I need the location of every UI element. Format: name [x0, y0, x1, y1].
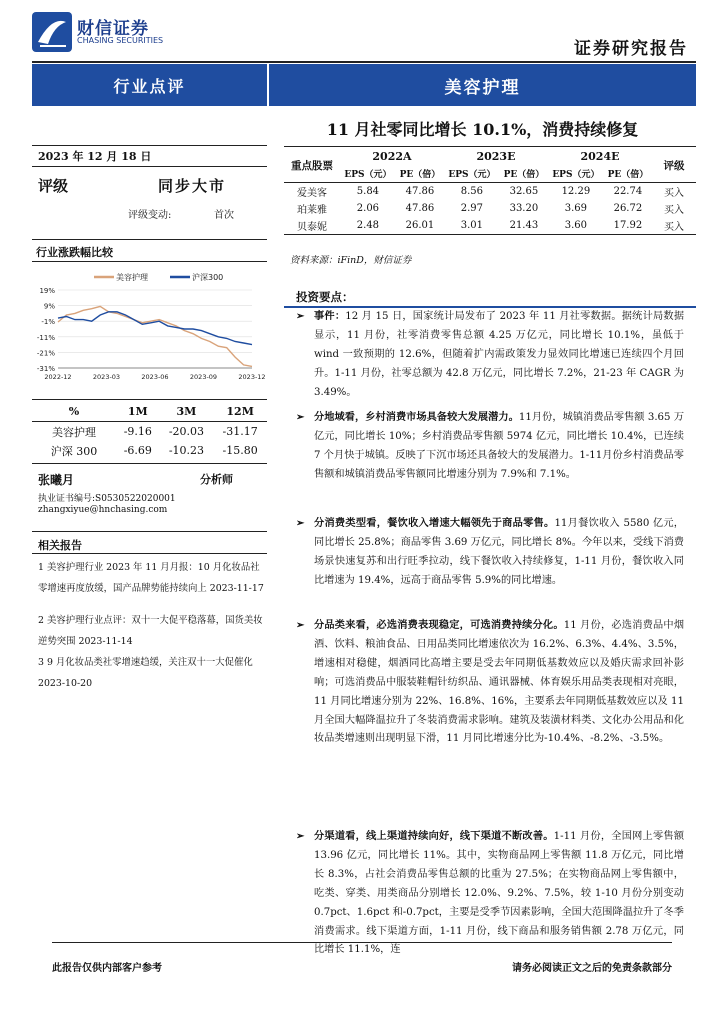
point-body: 12 月 15 日，国家统计局发布了 2023 年 11 月社零数据。据统计局数据显示，11 月份，社零消费零售总额 4.25 万亿元，同比增长 10.1%，虽低于 wind 一致预期的 12.6%，但随着扩内需政策发力显效同比增速已连续四个月回升。1-11 月份，社零总额为 42.8 万亿元，同比增长 7.2%，21-23 年 CAGR 为 3.49%。: [314, 311, 685, 398]
table-row: [284, 183, 696, 201]
report-type: 证券研究报告: [574, 39, 688, 59]
related-report-item[interactable]: 2 美容护理行业点评：双十一大促平稳落幕，国货美妆逆势突围 2023-11-14: [38, 615, 263, 647]
related-report-item[interactable]: 1 美容护理行业 2023 年 11 月月报：10 月化妆品社零增速再度放缓，国产品牌势能持续向上 2023-11-17: [38, 562, 264, 594]
investment-point: [314, 827, 684, 960]
perf-header: 1M: [127, 405, 148, 418]
perf-header: 3M: [176, 405, 197, 418]
perf-header: 12M: [226, 405, 254, 418]
stock-rating: 买入: [664, 188, 684, 199]
forecast-value: 47.86: [405, 186, 435, 197]
forecast-value: 26.72: [613, 203, 643, 214]
y-tick-label: -11%: [36, 333, 55, 342]
forecast-value: 32.65: [509, 186, 539, 197]
investment-point: [314, 408, 684, 485]
legend-label: 沪深300: [192, 273, 224, 282]
rating-label: 评级: [38, 177, 69, 195]
divider: [32, 399, 267, 400]
perf-value: -10.23: [168, 444, 205, 457]
sub-header: EPS（元）: [448, 170, 496, 180]
point-lead: 分地域看，乡村消费市场具备较大发展潜力。: [314, 411, 519, 423]
divider: [32, 463, 267, 464]
investment-point: [314, 307, 684, 403]
forecast-value: 5.84: [356, 186, 380, 197]
stock-name: 爱美客: [297, 188, 327, 199]
company-name-en: CHASING SECURITIES: [77, 36, 164, 45]
perf-name: 美容护理: [52, 425, 96, 439]
point-lead: 事件：: [314, 310, 346, 322]
legend-label: 美容护理: [116, 273, 148, 282]
report-headline: 11 月社零同比增长 10.1%，消费持续修复: [326, 120, 639, 139]
forecast-value: 3.60: [564, 220, 588, 231]
table-row: [32, 441, 267, 460]
sub-header: PE（倍）: [607, 170, 649, 180]
forecast-value: 22.74: [613, 186, 643, 197]
investment-point: [314, 514, 684, 591]
y-tick-label: 9%: [43, 302, 55, 311]
col-rating: 评级: [663, 159, 685, 172]
point-body: 1-11 月份，全国网上零售额 13.96 亿元，同比增长 11%。其中，实物商品网上零售额 11.8 万亿元，同比增长 8.3%，占社会消费品零售总额的比重为 27.5%；在实物商品网上零售额中，吃类、穿类、用类商品分别增长 12.0%、9.2%、7.5%，较 1-10 月份分别变动 0.7pct、1.6pct 和-0.7pct，主要是受季节因素影响，全国大范围降温拉升了冬季消费需求。线下渠道方面，1-11 月份，线下商品和服务销售额 2.78 万亿元，同比增长 11.1%，连: [314, 831, 685, 956]
industry-band: 美容护理: [269, 64, 696, 106]
analyst-title: 分析师: [200, 473, 233, 486]
perf-value: -31.17: [222, 425, 258, 438]
point-body: 11 月份，必选消费品中烟酒、饮料、粮油食品、日用品类同比增速依次为 16.2%、6.3%、4.4%、3.5%，增速相对稳健，烟酒同比高增主要是受去年同期低基数效应以及婚庆需求回补影响；可选消费品中服装鞋帽针纺织品、通讯器械、体育娱乐用品类表现相对亮眼，11 月同比增速分别为 22%、16.8%、16%，主要系去年同期低基数效应以及 11 月全国大幅降温拉升了冬装消费需求影响。建筑及装潢材料类、文化办公用品和化妆品类增速则出现明显下滑，11 月同比增速分比为-10.4%、-8.2%、-3.5%。: [314, 620, 685, 745]
x-tick-label: 2023-03: [92, 373, 121, 381]
analyst-cert: 执业证书编号:S0530522020001: [38, 494, 176, 504]
perf-name: 沪深 300: [50, 444, 98, 458]
analyst-name: 张曦月: [38, 473, 75, 487]
arrow-icon: ➢: [296, 620, 305, 631]
table-source: 资料来源：iFinD，财信证券: [290, 255, 412, 266]
company-name: 财信证券: [77, 19, 149, 39]
table-row: [284, 200, 696, 217]
divider: [32, 261, 267, 262]
forecast-value: 3.69: [564, 203, 588, 214]
rating-value: 同步大市: [158, 177, 227, 195]
divider: [32, 239, 267, 240]
forecast-value: 2.48: [356, 220, 380, 231]
year-header: 2024E: [580, 150, 620, 163]
analyst-email[interactable]: zhangxiyue@hnchasing.com: [38, 505, 168, 515]
footer-left: 此报告仅供内部客户参考: [52, 963, 162, 974]
sub-header: EPS（元）: [552, 170, 600, 180]
divider: [284, 146, 696, 147]
sub-header: EPS（元）: [344, 170, 392, 180]
forecast-value: 21.43: [509, 220, 539, 231]
x-tick-label: 2023-12: [238, 373, 266, 381]
perf-header: %: [68, 405, 80, 418]
related-report-item[interactable]: 3 9 月化妆品类社零增速趋缓，关注双十一大促催化 2023-10-20: [38, 657, 253, 689]
table-row: [284, 217, 696, 235]
perf-value: -9.16: [123, 425, 152, 438]
series-line: [58, 306, 252, 366]
forecast-value: 26.01: [405, 220, 435, 231]
rating-change-label: 评级变动:: [128, 210, 172, 221]
arrow-icon: ➢: [296, 518, 305, 529]
company-logo-icon: [32, 12, 72, 52]
forecast-value: 17.92: [613, 220, 643, 231]
stock-name: 贝泰妮: [297, 222, 327, 233]
header-rule: [32, 61, 696, 63]
rating-change-value: 首次: [214, 210, 234, 221]
point-body: 11月餐饮收入 5580 亿元，同比增长 25.8%；商品零售 3.69 万亿元，同比增长 8%。今年以来，受线下消费场景快速复苏和出行旺季拉动，线下餐饮收入持续修复，1-11 月份，餐饮收入同比增速为 19.4%，远高于商品零售 5.9%的同比增速。: [314, 518, 684, 586]
y-tick-label: -31%: [36, 365, 55, 373]
point-lead: 分品类来看，必选消费表现稳定，可选消费持续分化。: [314, 619, 564, 631]
perf-value: -20.03: [168, 425, 205, 438]
y-tick-label: -21%: [36, 349, 55, 358]
stock-rating: 买入: [664, 222, 684, 233]
arrow-icon: ➢: [296, 831, 305, 842]
divider: [32, 145, 267, 146]
y-tick-label: -1%: [41, 318, 55, 327]
arrow-icon: ➢: [296, 311, 305, 322]
stock-rating: 买入: [664, 205, 684, 216]
perf-value: -6.69: [123, 444, 152, 457]
report-category-band: 行业点评: [32, 64, 267, 106]
x-tick-label: 2023-06: [141, 373, 169, 381]
chart-title: 行业涨跌幅比较: [36, 246, 113, 259]
y-tick-label: 19%: [39, 287, 55, 295]
forecast-value: 3.01: [460, 220, 484, 231]
col-stock: 重点股票: [291, 159, 333, 172]
forecast-value: 33.20: [509, 203, 539, 214]
footer-rule: [52, 942, 672, 943]
year-header: 2022A: [372, 150, 412, 163]
points-title: 投资要点：: [296, 290, 354, 304]
forecast-value: 8.56: [460, 186, 484, 197]
point-body: 11月份，城镇消费品零售额 3.65 万亿元，同比增长 10%；乡村消费品零售额 5974 亿元，同比增长 10.4%，已连续 7 个月快于城镇。反映了下沉市场还具备较大的发展潜力。1-11月份乡村消费品零售额和城镇消费品零售额同比增速分别为 7.9%和 7.1%。: [314, 412, 685, 480]
x-tick-label: 2023-09: [189, 373, 218, 381]
sub-header: PE（倍）: [503, 170, 545, 180]
divider: [32, 531, 267, 532]
forecast-value: 2.06: [356, 203, 380, 214]
x-tick-label: 2022-12: [44, 373, 72, 381]
forecast-table: [284, 148, 696, 235]
forecast-value: 47.86: [405, 203, 435, 214]
point-lead: 分渠道看，线上渠道持续向好，线下渠道不断改善。: [314, 830, 554, 842]
divider: [32, 553, 267, 554]
arrow-icon: ➢: [296, 412, 305, 423]
forecast-value: 2.97: [460, 203, 484, 214]
footer-right: 请务必阅读正文之后的免责条款部分: [512, 963, 672, 974]
report-date: 2023 年 12 月 18 日: [38, 150, 152, 163]
related-title: 相关报告: [38, 539, 82, 552]
sub-header: PE（倍）: [399, 170, 441, 180]
investment-point: [314, 616, 684, 749]
divider: [32, 166, 267, 167]
price-comparison-chart: [32, 268, 267, 388]
table-row: [32, 422, 267, 442]
stock-name: 珀莱雅: [297, 205, 327, 216]
perf-value: -15.80: [222, 444, 258, 457]
performance-table: [32, 402, 267, 460]
year-header: 2023E: [476, 150, 516, 163]
forecast-value: 12.29: [561, 186, 591, 197]
series-line: [58, 312, 252, 345]
point-lead: 分消费类型看，餐饮收入增速大幅领先于商品零售。: [314, 517, 555, 529]
